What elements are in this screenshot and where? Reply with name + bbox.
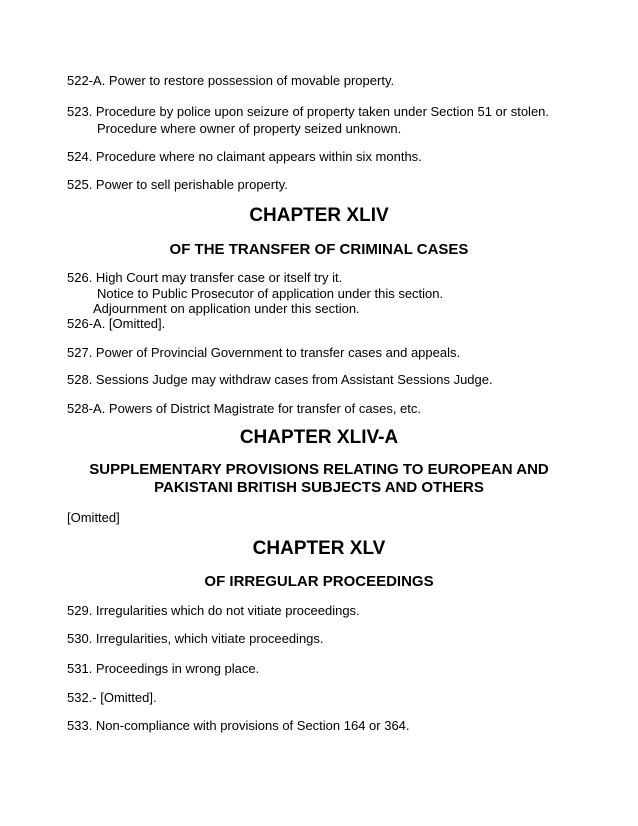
section-523-subline: Procedure where owner of property seized unknown. <box>97 121 402 136</box>
chapter-xliv-subtitle: OF THE TRANSFER OF CRIMINAL CASES <box>169 241 469 258</box>
section-524: 524. Procedure where no claimant appears within six months. <box>67 149 422 164</box>
section-526a: 526-A. [Omitted]. <box>67 316 166 331</box>
section-523: 523. Procedure by police upon seizure of property taken under Section 51 or stolen. <box>67 104 550 119</box>
section-522a: 522-A. Power to restore possession of movable property. <box>67 73 395 88</box>
section-533: 533. Non-compliance with provisions of Section 164 or 364. <box>67 718 410 733</box>
chapter-xlv-subtitle: OF IRREGULAR PROCEEDINGS <box>204 573 434 590</box>
chapter-xliva-title: CHAPTER XLIV-A <box>239 427 399 448</box>
section-526-subline-1: Notice to Public Prosecutor of application under this section. <box>97 286 444 301</box>
section-525: 525. Power to sell perishable property. <box>67 177 288 192</box>
section-526: 526. High Court may transfer case or itself try it. <box>67 270 343 285</box>
section-528: 528. Sessions Judge may withdraw cases from Assistant Sessions Judge. <box>67 372 493 387</box>
section-530: 530. Irregularities, which vitiate proceedings. <box>67 631 324 646</box>
section-528a: 528-A. Powers of District Magistrate for transfer of cases, etc. <box>67 401 422 416</box>
chapter-xliv-title: CHAPTER XLIV <box>249 205 389 226</box>
chapter-xliva-subtitle-line-2: PAKISTANI BRITISH SUBJECTS AND OTHERS <box>154 479 484 496</box>
section-527: 527. Power of Provincial Government to transfer cases and appeals. <box>67 345 461 360</box>
chapter-xlv-title: CHAPTER XLV <box>252 538 386 559</box>
section-531: 531. Proceedings in wrong place. <box>67 661 260 676</box>
chapter-xliva-omitted: [Omitted] <box>67 510 120 525</box>
section-529: 529. Irregularities which do not vitiate proceedings. <box>67 603 360 618</box>
section-532: 532.- [Omitted]. <box>67 690 157 705</box>
section-526-subline-2: Adjournment on application under this section. <box>93 301 360 316</box>
chapter-xliva-subtitle-line-1: SUPPLEMENTARY PROVISIONS RELATING TO EUROPEAN AND <box>89 461 549 478</box>
